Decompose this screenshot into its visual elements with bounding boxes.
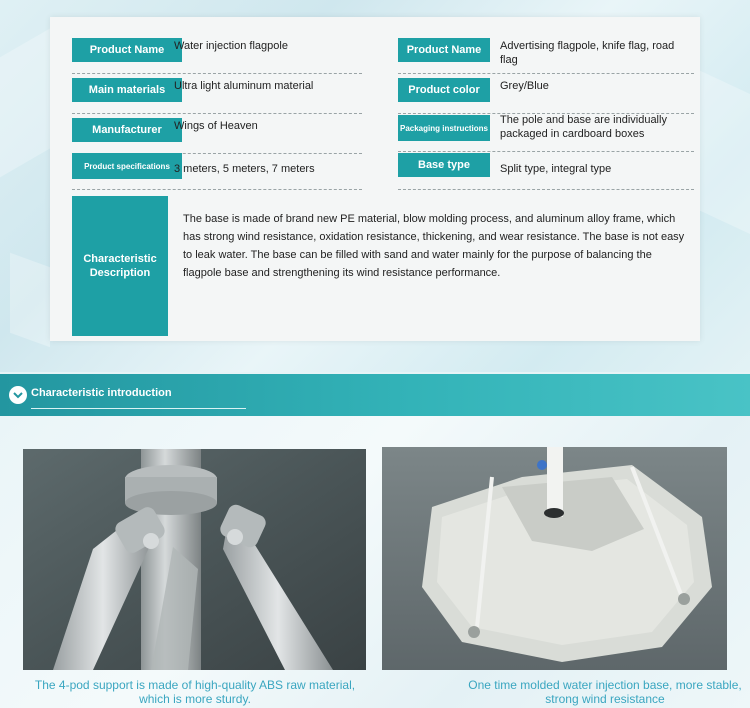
spec-value: Advertising flagpole, knife flag, road flag [500,40,675,66]
description-label [72,196,168,336]
description-label-line: Description [89,267,151,279]
divider [398,189,694,190]
spec-row [72,35,362,75]
spec-row [72,151,362,191]
base-photo [382,447,727,670]
spec-row [398,75,694,115]
spec-row [398,113,694,153]
divider [72,189,362,190]
spec-row [398,151,694,191]
spec-value [500,113,667,141]
spec-value: Split type, integral type [500,163,612,175]
description-text: The base is made of brand new PE material, blow molding process, and aluminum alloy frame, which has strong wind resistance, oxidation resistance, thickening, and wear resistance. The base is not easy to leak water. The base can be filled with sand and water mainly for the purpose of balancing the flagpole base and strengthening its wind resistance performance. [183,213,685,279]
spec-label: Main materials [72,78,182,102]
caption-line: which is more sturdy. [139,692,251,706]
spec-label: Product Name [72,38,182,62]
spec-value: Grey/Blue [500,80,549,92]
caption-line: The 4-pod support is made of high-quality ABS raw material, [34,678,356,692]
spec-label: Product Name [398,38,490,62]
divider [72,73,362,74]
spec-label: Manufacturer [72,118,182,142]
caption-line: strong wind resistance [545,692,665,706]
spec-value-line: packaged in cardboard boxes [500,128,645,140]
description-label-line: Characteristic [83,253,157,265]
caption-line: One time molded water injection base, more stable, [468,678,742,692]
spec-value: Ultra light aluminum material [174,80,314,92]
spec-row [72,75,362,115]
spec-label: Product color [398,78,490,102]
spec-label: Base type [398,153,490,177]
tripod-photo [23,449,366,670]
spec-value: 3 meters, 5 meters, 7 meters [174,163,315,175]
section-underline [31,408,246,409]
photo-caption [455,678,750,706]
bg-facet [10,253,50,348]
divider [72,113,362,114]
spec-row [398,35,694,75]
divider [398,73,694,74]
spec-label: Product specifications [72,153,182,179]
spec-value: Water injection flagpole [174,40,288,52]
spec-value-line: The pole and base are individually [500,114,667,126]
chevron-down-circle-icon [9,386,27,404]
spec-label: Packaging instructions [398,115,490,141]
section-title: Characteristic introduction [31,387,172,399]
spec-value: Wings of Heaven [174,120,258,132]
spec-row [72,115,362,155]
photo-caption [20,678,370,706]
